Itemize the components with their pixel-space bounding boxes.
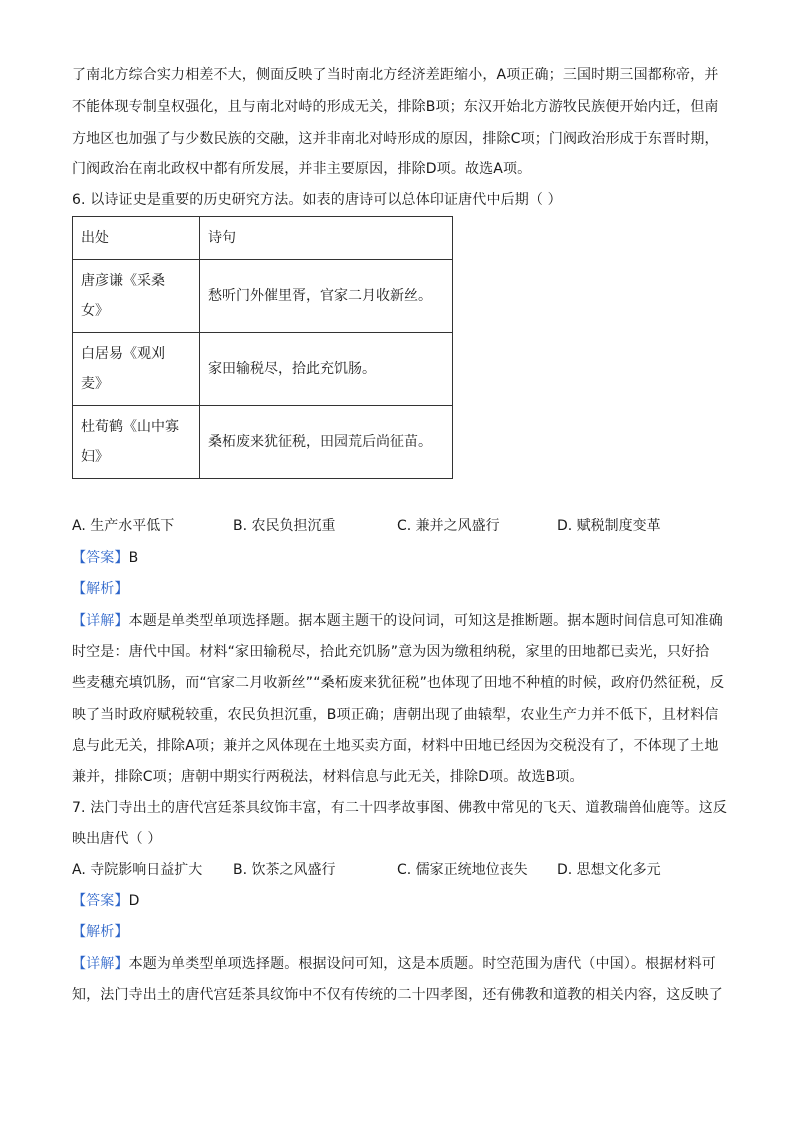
detail-line	[72, 954, 722, 974]
detail-line: 映了当时政府赋税较重，农民负担沉重，B项正确；唐朝出现了曲辕犁，农业生产力并不低下，且材料信	[72, 707, 719, 723]
paragraph-line: 门阀政治在南北政权中都有所发展，并非主要原因，排除D项。故选A项。	[72, 161, 532, 177]
source-line: 唐彦谦《采桑	[81, 273, 165, 289]
detail-label: 【详解】	[72, 613, 129, 629]
analysis-label: 【解析】	[72, 581, 129, 597]
option-a: A. 生产水平低下	[72, 518, 175, 534]
table-cell-verse: 家田输税尽，拾此充饥肠。	[200, 333, 453, 406]
detail-line: 时空是：唐代中国。材料“家田输税尽，拾此充饥肠”意为因为缴租纳税，家里的田地都已卖光，只好拾	[72, 644, 710, 660]
table-cell-source	[73, 333, 200, 406]
detail-label: 【详解】	[72, 956, 129, 972]
analysis-label: 【解析】	[72, 924, 129, 940]
detail-text: 本题为单类型单项选择题。根据设问可知，这是本质题。时空范围为唐代（中国）。根据材料可	[128, 956, 716, 972]
option-c: C. 儒家正统地位丧失	[397, 862, 528, 878]
answer-value: D	[128, 893, 140, 909]
option-c: C. 兼并之风盛行	[397, 518, 500, 534]
table-cell-source	[73, 406, 200, 479]
answer-label: 【答案】	[72, 893, 129, 909]
analysis-line	[72, 922, 722, 942]
table-row	[73, 260, 453, 333]
detail-line: 知，法门寺出土的唐代宫廷茶具纹饰中不仅有传统的二十四孝图，还有佛教和道教的相关内容，这反映了	[72, 987, 723, 1003]
option-b: B. 饮茶之风盛行	[233, 862, 336, 878]
poem-table	[72, 216, 453, 479]
detail-line	[72, 611, 722, 631]
table-row	[73, 333, 453, 406]
table-header-row	[73, 217, 453, 260]
paragraph-line: 了南北方综合实力相差不大，侧面反映了当时南北方经济差距缩小，A项正确；三国时期三国都称帝，并	[72, 67, 719, 83]
table-cell-verse: 桑柘废来犹征税，田园荒后尚征苗。	[200, 406, 453, 479]
detail-line: 兼并，排除C项；唐朝中期实行两税法，材料信息与此无关，排除D项。故选B项。	[72, 769, 584, 785]
option-d: D. 赋税制度变革	[557, 518, 661, 534]
answer-label: 【答案】	[72, 550, 129, 566]
paragraph-line: 不能体现专制皇权强化，且与南北对峙的形成无关，排除B项；东汉开始北方游牧民族便开始内迁，但南	[72, 99, 719, 115]
table-row	[73, 406, 453, 479]
option-d: D. 思想文化多元	[557, 862, 661, 878]
answer-line	[72, 891, 722, 911]
detail-text: 本题是单类型单项选择题。据本题主题干的设问词，可知这是推断题。据本题时间信息可知准确	[128, 613, 723, 629]
table-header-verse: 诗句	[200, 217, 453, 260]
table-cell-source	[73, 260, 200, 333]
analysis-line	[72, 579, 722, 599]
question-7-stem: 7. 法门寺出土的唐代宫廷茶具纹饰丰富，有二十四孝故事图、佛教中常见的飞天、道教瑞兽仙鹿等。这反	[72, 800, 728, 816]
source-line: 妇》	[81, 449, 109, 465]
source-line: 杜荀鹤《山中寡	[81, 419, 179, 435]
detail-line: 息与此无关，排除A项；兼并之风体现在土地买卖方面，材料中田地已经因为交税没有了，不体现了土地	[72, 738, 719, 754]
source-line: 麦》	[81, 376, 109, 392]
question-7-stem: 映出唐代（ ）	[72, 831, 162, 847]
paragraph-line: 方地区也加强了与少数民族的交融，这并非南北对峙形成的原因，排除C项；门阀政治形成于东晋时期，	[72, 131, 719, 147]
option-a: A. 寺院影响日益扩大	[72, 862, 203, 878]
source-line: 白居易《观刈	[81, 346, 165, 362]
question-6-stem: 6. 以诗证史是重要的历史研究方法。如表的唐诗可以总体印证唐代中后期（ ）	[72, 192, 562, 208]
detail-line: 些麦穗充填饥肠，而“官家二月收新丝”“桑柘废来犹征税”也体现了田地不种植的时候，政府仍然征税，反	[72, 675, 725, 691]
source-line: 女》	[81, 303, 109, 319]
option-b: B. 农民负担沉重	[233, 518, 336, 534]
table-header-source: 出处	[73, 217, 200, 260]
table-cell-verse: 愁听门外催里胥，官家二月收新丝。	[200, 260, 453, 333]
answer-line	[72, 548, 722, 568]
answer-value: B	[128, 550, 139, 566]
